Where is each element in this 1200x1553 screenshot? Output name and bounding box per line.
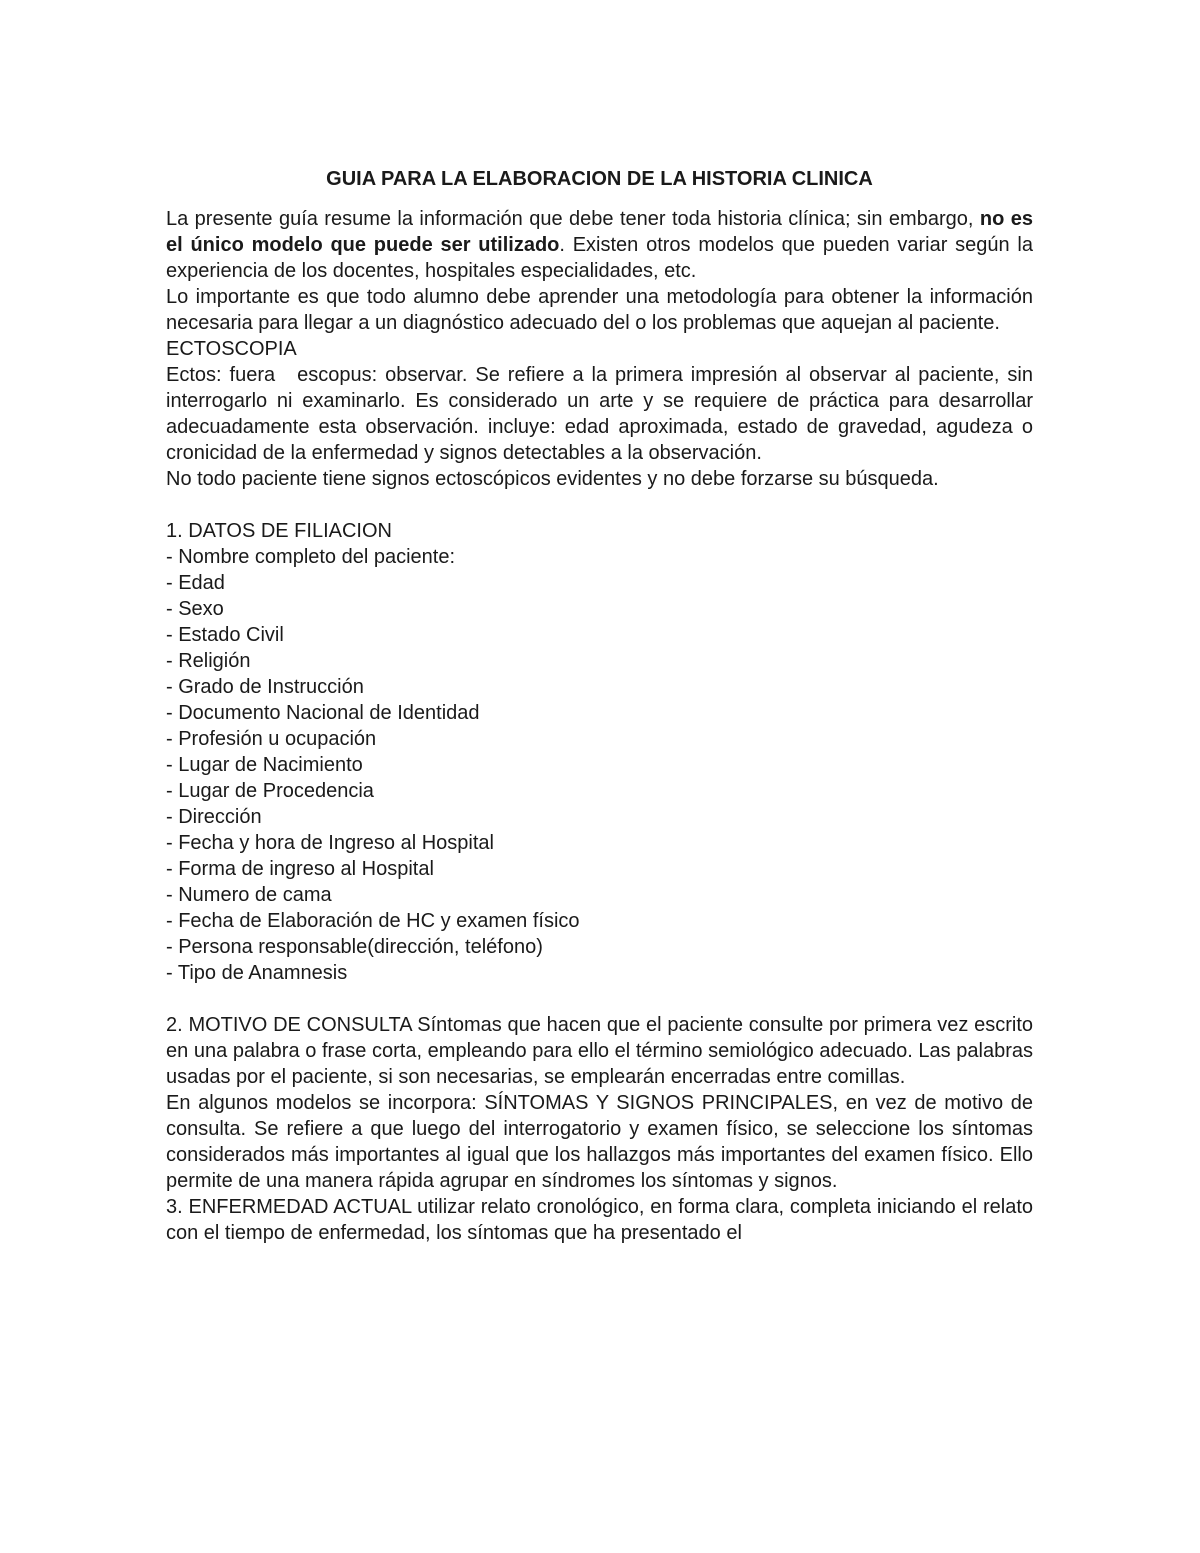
list-item: - Numero de cama [166,884,332,906]
importance-paragraph: Lo importante es que todo alumno debe aprender una metodología para obtener la información necesaria para llegar a un diagnóstico adecuado del o los problemas que aquejan al paciente. [166,286,1033,334]
section1-list [166,544,1033,986]
ectoscopia-definition [166,362,1033,466]
list-item: - Forma de ingreso al Hospital [166,858,434,880]
list-item: - Sexo [166,598,224,620]
ectoscopia-def-part1: Ectos: fuera [166,364,276,386]
intro-bold-text: no es el único modelo que puede ser utilizado [166,208,1033,256]
intro-text-end: . Existen otros modelos que pueden variar según la experiencia de los docentes, hospitales especialidades, etc. [166,234,1033,282]
list-item: - Grado de Instrucción [166,676,364,698]
ectoscopia-heading: ECTOSCOPIA [166,338,297,360]
section2-paragraph2: En algunos modelos se incorpora: SÍNTOMAS Y SIGNOS PRINCIPALES, en vez de motivo de consulta. Se refiere a que luego del interrogatorio y examen físico, se seleccione los síntomas considerados más importantes al igual que los hallazgos más importantes del examen físico. Ello permite de una manera rápida agrupar en síndromes los síntomas y signos. [166,1092,1033,1192]
list-item: - Lugar de Nacimiento [166,754,363,776]
list-item: - Religión [166,650,251,672]
list-item: - Dirección [166,806,262,828]
section2-paragraph1: 2. MOTIVO DE CONSULTA Síntomas que hacen que el paciente consulte por primera vez escrito en una palabra o frase corta, empleando para ello el término semiológico adecuado. Las palabras usadas por el paciente, si son necesarias, se emplearán encerradas entre comillas. [166,1014,1033,1088]
section3-paragraph: 3. ENFERMEDAD ACTUAL utilizar relato cronológico, en forma clara, completa iniciando el relato con el tiempo de enfermedad, los síntomas que ha presentado el [166,1196,1033,1244]
intro-paragraph [166,206,1033,284]
ectoscopia-note: No todo paciente tiene signos ectoscópicos evidentes y no debe forzarse su búsqueda. [166,468,939,490]
list-item: - Fecha de Elaboración de HC y examen físico [166,910,580,932]
intro-text-start: La presente guía resume la información que debe tener toda historia clínica; sin embargo, [166,208,980,230]
list-item: - Documento Nacional de Identidad [166,702,480,724]
list-item: - Nombre completo del paciente: [166,546,456,568]
list-item: - Estado Civil [166,624,284,646]
list-item: - Fecha y hora de Ingreso al Hospital [166,832,494,854]
ectoscopia-def-part2: escopus: observar. Se refiere a la primera impresión al observar al paciente, sin interrogarlo ni examinarlo. Es considerado un arte y se requiere de práctica para desarrollar adecuadamente esta observación. incluye: edad aproximada, estado de gravedad, agudeza o cronicidad de la enfermedad y signos detectables a la observación. [166,364,1033,464]
document-title: GUIA PARA LA ELABORACION DE LA HISTORIA CLINICA [326,168,873,190]
list-item: - Tipo de Anamnesis [166,962,348,984]
list-item: - Persona responsable(dirección, teléfono) [166,936,543,958]
section1-heading: 1. DATOS DE FILIACION [166,520,392,542]
list-item: - Profesión u ocupación [166,728,377,750]
list-item: - Edad [166,572,225,594]
document-page [166,166,1033,1246]
list-item: - Lugar de Procedencia [166,780,374,802]
